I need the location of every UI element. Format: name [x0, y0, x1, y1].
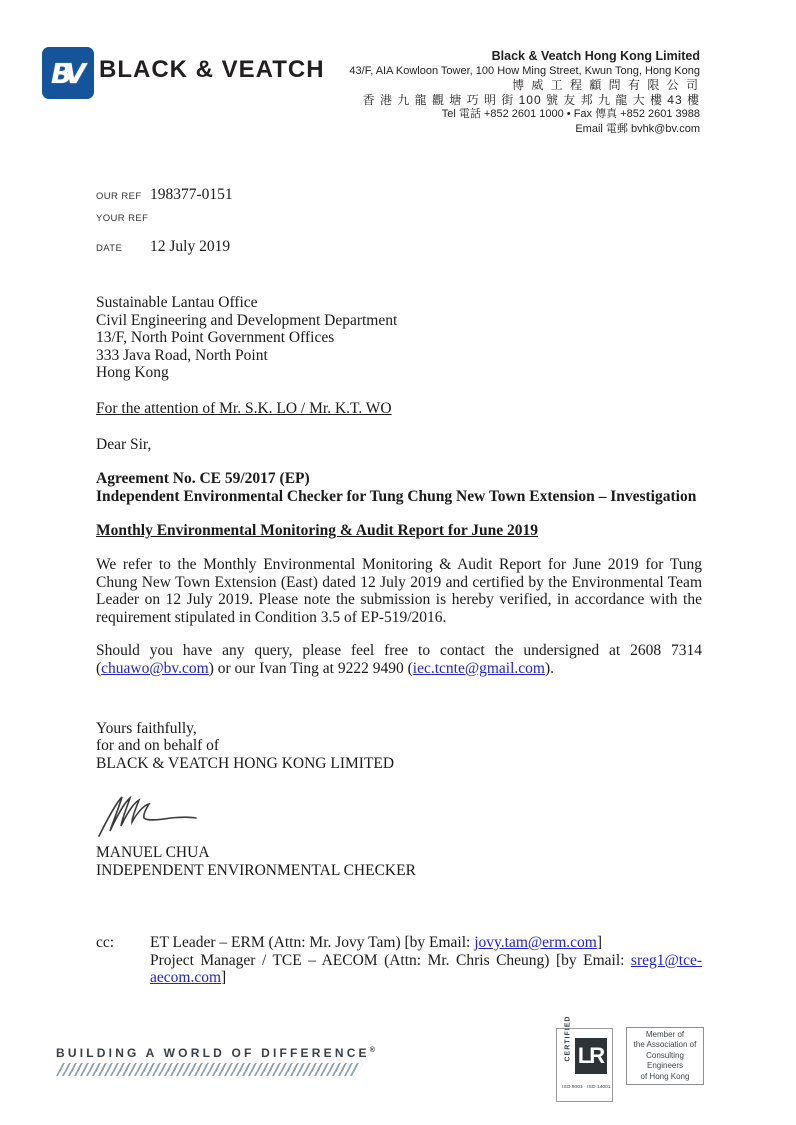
- cc-row: [96, 934, 702, 987]
- signatory-name: MANUEL CHUA: [96, 844, 210, 862]
- our-ref-label: OUR REF: [96, 191, 142, 202]
- recipient-address-line: 13/F, North Point Government Offices: [96, 329, 335, 347]
- closing-block: [96, 720, 702, 773]
- email-link-iec-tcnte[interactable]: iec.tcnte@gmail.com: [412, 659, 545, 677]
- cc-item-project-manager: [150, 952, 702, 987]
- paragraph-2-text: Should you have any query, please feel free to contact the undersigned at 2608 7314 (: [96, 642, 702, 677]
- paragraph-1: We refer to the Monthly Environmental Monitoring & Audit Report for June 2019 for Tung Chung New Town Extension (East) dated 12 July 2019 and certified by the Environmental Team Leader on 12 July 2019. Please note the submission is hereby verified, in accordance with the requirement stipulated in Condition 3.5 of EP-519/2016.: [96, 555, 702, 626]
- lr-certification-badge: [556, 1015, 613, 1102]
- your-ref-label: YOUR REF: [96, 213, 149, 224]
- our-ref-value: 198377-0151: [150, 186, 233, 203]
- salutation: Dear Sir,: [96, 435, 152, 453]
- your-ref-row: [96, 213, 516, 224]
- company-name-zh: 博 威 工 程 顧 問 有 限 公 司: [511, 78, 700, 92]
- date-value: 12 July 2019: [150, 238, 231, 255]
- bv-monogram: BV: [51, 56, 79, 90]
- footer-tagline-text: BUILDING A WORLD OF DIFFERENCE: [56, 1046, 370, 1060]
- cc-item-text: ]: [596, 934, 603, 951]
- company-name: Black & Veatch Hong Kong Limited: [491, 49, 700, 63]
- date-label: DATE: [96, 243, 123, 254]
- cc-items: [150, 934, 702, 987]
- member-line: the Association of: [633, 1040, 697, 1050]
- company-address-en: 43/F, AIA Kowloon Tower, 100 How Ming Street, Kwun Tong, Hong Kong: [349, 64, 700, 77]
- our-ref-row: [96, 186, 516, 204]
- email-link-sreg1[interactable]: sreg1@tce-aecom.com: [150, 951, 702, 987]
- attention-line: For the attention of Mr. S.K. LO / Mr. K.T. WO: [96, 399, 392, 417]
- cc-item-et-leader: [150, 934, 702, 952]
- recipient-address-line: Hong Kong: [96, 364, 169, 382]
- paragraph-2-text: ).: [544, 659, 555, 677]
- reference-block: [96, 186, 516, 265]
- lr-iso-standards: ISO 9001 · ISO 14001: [561, 1084, 611, 1090]
- black-and-veatch-logo-icon: [42, 47, 94, 99]
- lr-logo-icon: LR: [575, 1038, 607, 1074]
- hatch-pattern: [56, 1063, 363, 1076]
- cc-item-text: ]: [221, 969, 227, 987]
- letter-body: [96, 294, 702, 879]
- closing-line-2: for and on behalf of: [96, 737, 220, 755]
- closing-line-1: Yours faithfully,: [96, 719, 197, 737]
- cc-item-text: Project Manager / TCE – AECOM (Attn: Mr. Chris Cheung) [by Email:: [150, 951, 631, 969]
- company-address-zh: 香 港 九 龍 觀 塘 巧 明 街 100 號 友 邦 九 龍 大 樓 43 樓: [362, 92, 700, 107]
- date-row: [96, 238, 516, 256]
- member-line: Member of: [645, 1029, 685, 1039]
- lr-inner: [557, 1015, 612, 1083]
- company-tel-fax: Tel 電話 +852 2601 1000 • Fax 傳真 +852 2601 3988: [441, 108, 700, 120]
- subject-line-1: Agreement No. CE 59/2017 (EP): [96, 470, 310, 488]
- company-letterhead: [280, 49, 700, 136]
- cc-item-text: ET Leader – ERM (Attn: Mr. Jovy Tam) [by Email:: [150, 934, 475, 951]
- subject-line-2: Independent Environmental Checker for Tung Chung New Town Extension – Investigation: [96, 487, 697, 505]
- subject-line-3: Monthly Environmental Monitoring & Audit Report for June 2019: [96, 522, 539, 540]
- footer-tagline-block: [56, 1046, 375, 1076]
- cc-label: cc:: [96, 934, 115, 951]
- email-link-jovy-tam[interactable]: jovy.tam@erm.com: [474, 934, 597, 951]
- recipient-address-line: 333 Java Road, North Point: [96, 346, 268, 364]
- acehk-membership-badge: [626, 1027, 704, 1085]
- paragraph-2: [96, 642, 702, 677]
- signatory-title: INDEPENDENT ENVIRONMENTAL CHECKER: [96, 861, 416, 879]
- email-link-chuawo[interactable]: chuawo@bv.com: [101, 659, 209, 677]
- recipient-address-line: Civil Engineering and Development Department: [96, 311, 398, 329]
- subject-block: [96, 470, 702, 505]
- paragraph-2-text: ) or our Ivan Ting at 9222 9490 (: [208, 659, 413, 677]
- lr-certified-label: CERTIFIED: [564, 1015, 571, 1061]
- company-email: Email 電郵 bvhk@bv.com: [575, 122, 700, 135]
- recipient-address-line: Sustainable Lantau Office: [96, 294, 258, 311]
- company-wordmark: BLACK & VEATCH: [99, 56, 325, 83]
- member-line: of Hong Kong: [640, 1071, 690, 1081]
- signature-stroke: [96, 792, 206, 842]
- footer-tagline: [56, 1046, 375, 1060]
- cc-block: [96, 934, 702, 987]
- handwritten-signature: [96, 792, 702, 844]
- registered-mark: ®: [369, 1047, 375, 1054]
- member-line: Consulting Engineers: [646, 1050, 684, 1071]
- closing-line-3: BLACK & VEATCH HONG KONG LIMITED: [96, 754, 395, 772]
